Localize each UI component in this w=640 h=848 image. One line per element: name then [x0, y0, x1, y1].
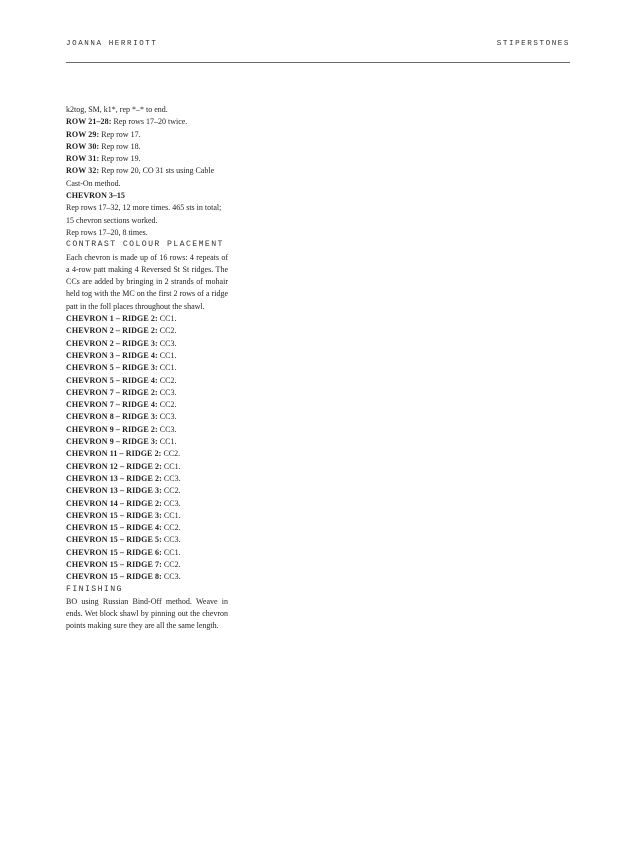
placement-item-label: CHEVRON 5 – RIDGE 4: — [66, 375, 158, 385]
row-instruction — [66, 129, 228, 141]
chevron-heading: CHEVRON 3–15 — [66, 191, 125, 201]
placement-item — [66, 571, 228, 583]
placement-item-label: CHEVRON 7 – RIDGE 2: — [66, 387, 158, 397]
placement-item-label: CHEVRON 15 – RIDGE 5: — [66, 535, 162, 545]
placement-item-label: CHEVRON 9 – RIDGE 2: — [66, 424, 158, 434]
placement-item — [66, 325, 228, 337]
placement-item — [66, 411, 228, 423]
placement-item-text: CC2. — [161, 523, 181, 533]
placement-item — [66, 399, 228, 411]
placement-item-label: CHEVRON 11 – RIDGE 2: — [66, 449, 162, 459]
placement-item-label: CHEVRON 12 – RIDGE 2: — [66, 461, 162, 471]
row-continuation: k2tog, SM, k1*, rep *–* to end. — [66, 105, 168, 114]
placement-item — [66, 375, 228, 387]
placement-item-text: CC1. — [157, 363, 177, 373]
placement-item-label: CHEVRON 14 – RIDGE 2: — [66, 498, 162, 508]
row-instruction-text: Rep row 17. — [99, 129, 141, 139]
placement-item — [66, 522, 228, 534]
placement-item-text: CC3. — [157, 412, 177, 422]
placement-item-text: CC3. — [157, 387, 177, 397]
author-name: JOANNA HERRIOTT — [66, 40, 158, 48]
placement-item — [66, 485, 228, 497]
row-instruction — [66, 153, 228, 165]
placement-item — [66, 559, 228, 571]
placement-item-label: CHEVRON 8 – RIDGE 3: — [66, 412, 158, 422]
finishing-heading: FINISHING — [66, 584, 123, 594]
placement-item-label: CHEVRON 2 – RIDGE 3: — [66, 338, 158, 348]
contrast-intro: Each chevron is made up of 16 rows: 4 repeats of a 4-row patt making 4 Reversed St St ridges. The CCs are added by bringing in 2 strands of mohair held tog with the MC on the first 2 rows of a ridge patt in the foll places throughout the shawl. — [66, 252, 228, 311]
placement-item-label: CHEVRON 15 – RIDGE 6: — [66, 547, 162, 557]
header-rule — [66, 62, 570, 63]
row-list — [66, 116, 228, 190]
placement-item — [66, 448, 228, 460]
placement-item-text: CC2. — [157, 400, 177, 410]
chevron-repeat: Rep rows 17–20, 8 times. — [66, 227, 148, 237]
pattern-title: STIPERSTONES — [496, 40, 570, 48]
placement-item-text: CC1. — [161, 547, 181, 557]
row-instruction — [66, 141, 228, 153]
placement-item-text: CC3. — [161, 572, 181, 582]
placement-item-text: CC3. — [157, 424, 177, 434]
placement-item-text: CC2. — [161, 449, 181, 459]
placement-item-text: CC2. — [161, 559, 181, 569]
placement-item — [66, 338, 228, 350]
placement-item-text: CC3. — [161, 498, 181, 508]
placement-item — [66, 424, 228, 436]
row-instruction-label: ROW 32: — [66, 166, 100, 176]
finishing-text: BO using Russian Bind-Off method. Weave in ends. Wet block shawl by pinning out the chevron points making sure they are all the same length. — [66, 596, 228, 631]
placement-item — [66, 350, 228, 362]
placement-item-label: CHEVRON 3 – RIDGE 4: — [66, 350, 158, 360]
placement-item — [66, 498, 228, 510]
placement-item-text: CC2. — [157, 326, 177, 336]
placement-item — [66, 473, 228, 485]
placement-item-text: CC3. — [161, 473, 181, 483]
row-instruction-label: ROW 21–28: — [66, 117, 112, 127]
placement-item-text: CC2. — [161, 486, 181, 496]
placement-item-label: CHEVRON 15 – RIDGE 4: — [66, 523, 162, 533]
placement-list — [66, 313, 228, 584]
row-instruction-text: Rep rows 17–20 twice. — [111, 117, 188, 127]
placement-item-text: CC1. — [161, 510, 181, 520]
placement-item-text: CC2. — [157, 375, 177, 385]
row-instruction-text: Rep row 18. — [99, 141, 141, 151]
placement-item-label: CHEVRON 2 – RIDGE 2: — [66, 326, 158, 336]
row-instruction — [66, 116, 228, 128]
chevron-instruction: Rep rows 17–32, 12 more times. 465 sts in total; 15 chevron sections worked. — [66, 203, 222, 225]
row-instruction-label: ROW 29: — [66, 129, 100, 139]
row-instruction — [66, 165, 228, 190]
placement-item — [66, 387, 228, 399]
placement-item — [66, 547, 228, 559]
row-instruction-text: Rep row 19. — [99, 154, 141, 164]
placement-item-text: CC3. — [157, 338, 177, 348]
placement-item-label: CHEVRON 13 – RIDGE 3: — [66, 486, 162, 496]
placement-item-text: CC1. — [157, 314, 177, 324]
placement-item-label: CHEVRON 9 – RIDGE 3: — [66, 437, 158, 447]
placement-item-text: CC1. — [157, 350, 177, 360]
placement-item — [66, 313, 228, 325]
instructions-column — [66, 104, 228, 633]
placement-item — [66, 436, 228, 448]
placement-item-label: CHEVRON 1 – RIDGE 2: — [66, 314, 158, 324]
placement-item-text: CC1. — [161, 461, 181, 471]
placement-item-text: CC1. — [157, 437, 177, 447]
contrast-heading: CONTRAST COLOUR PLACEMENT — [66, 240, 224, 250]
placement-item-label: CHEVRON 15 – RIDGE 7: — [66, 559, 162, 569]
row-instruction-label: ROW 30: — [66, 141, 100, 151]
placement-item-label: CHEVRON 15 – RIDGE 3: — [66, 510, 162, 520]
placement-item-label: CHEVRON 5 – RIDGE 3: — [66, 363, 158, 373]
placement-item — [66, 510, 228, 522]
placement-item-text: CC3. — [161, 535, 181, 545]
placement-item — [66, 534, 228, 546]
placement-item-label: CHEVRON 7 – RIDGE 4: — [66, 400, 158, 410]
placement-item-label: CHEVRON 13 – RIDGE 2: — [66, 473, 162, 483]
placement-item — [66, 461, 228, 473]
placement-item-label: CHEVRON 15 – RIDGE 8: — [66, 572, 162, 582]
running-header — [66, 40, 570, 48]
row-instruction-text: Rep row 20, CO 31 sts using Cable Cast-On method. — [66, 166, 215, 188]
row-instruction-label: ROW 31: — [66, 154, 100, 164]
placement-item — [66, 362, 228, 374]
